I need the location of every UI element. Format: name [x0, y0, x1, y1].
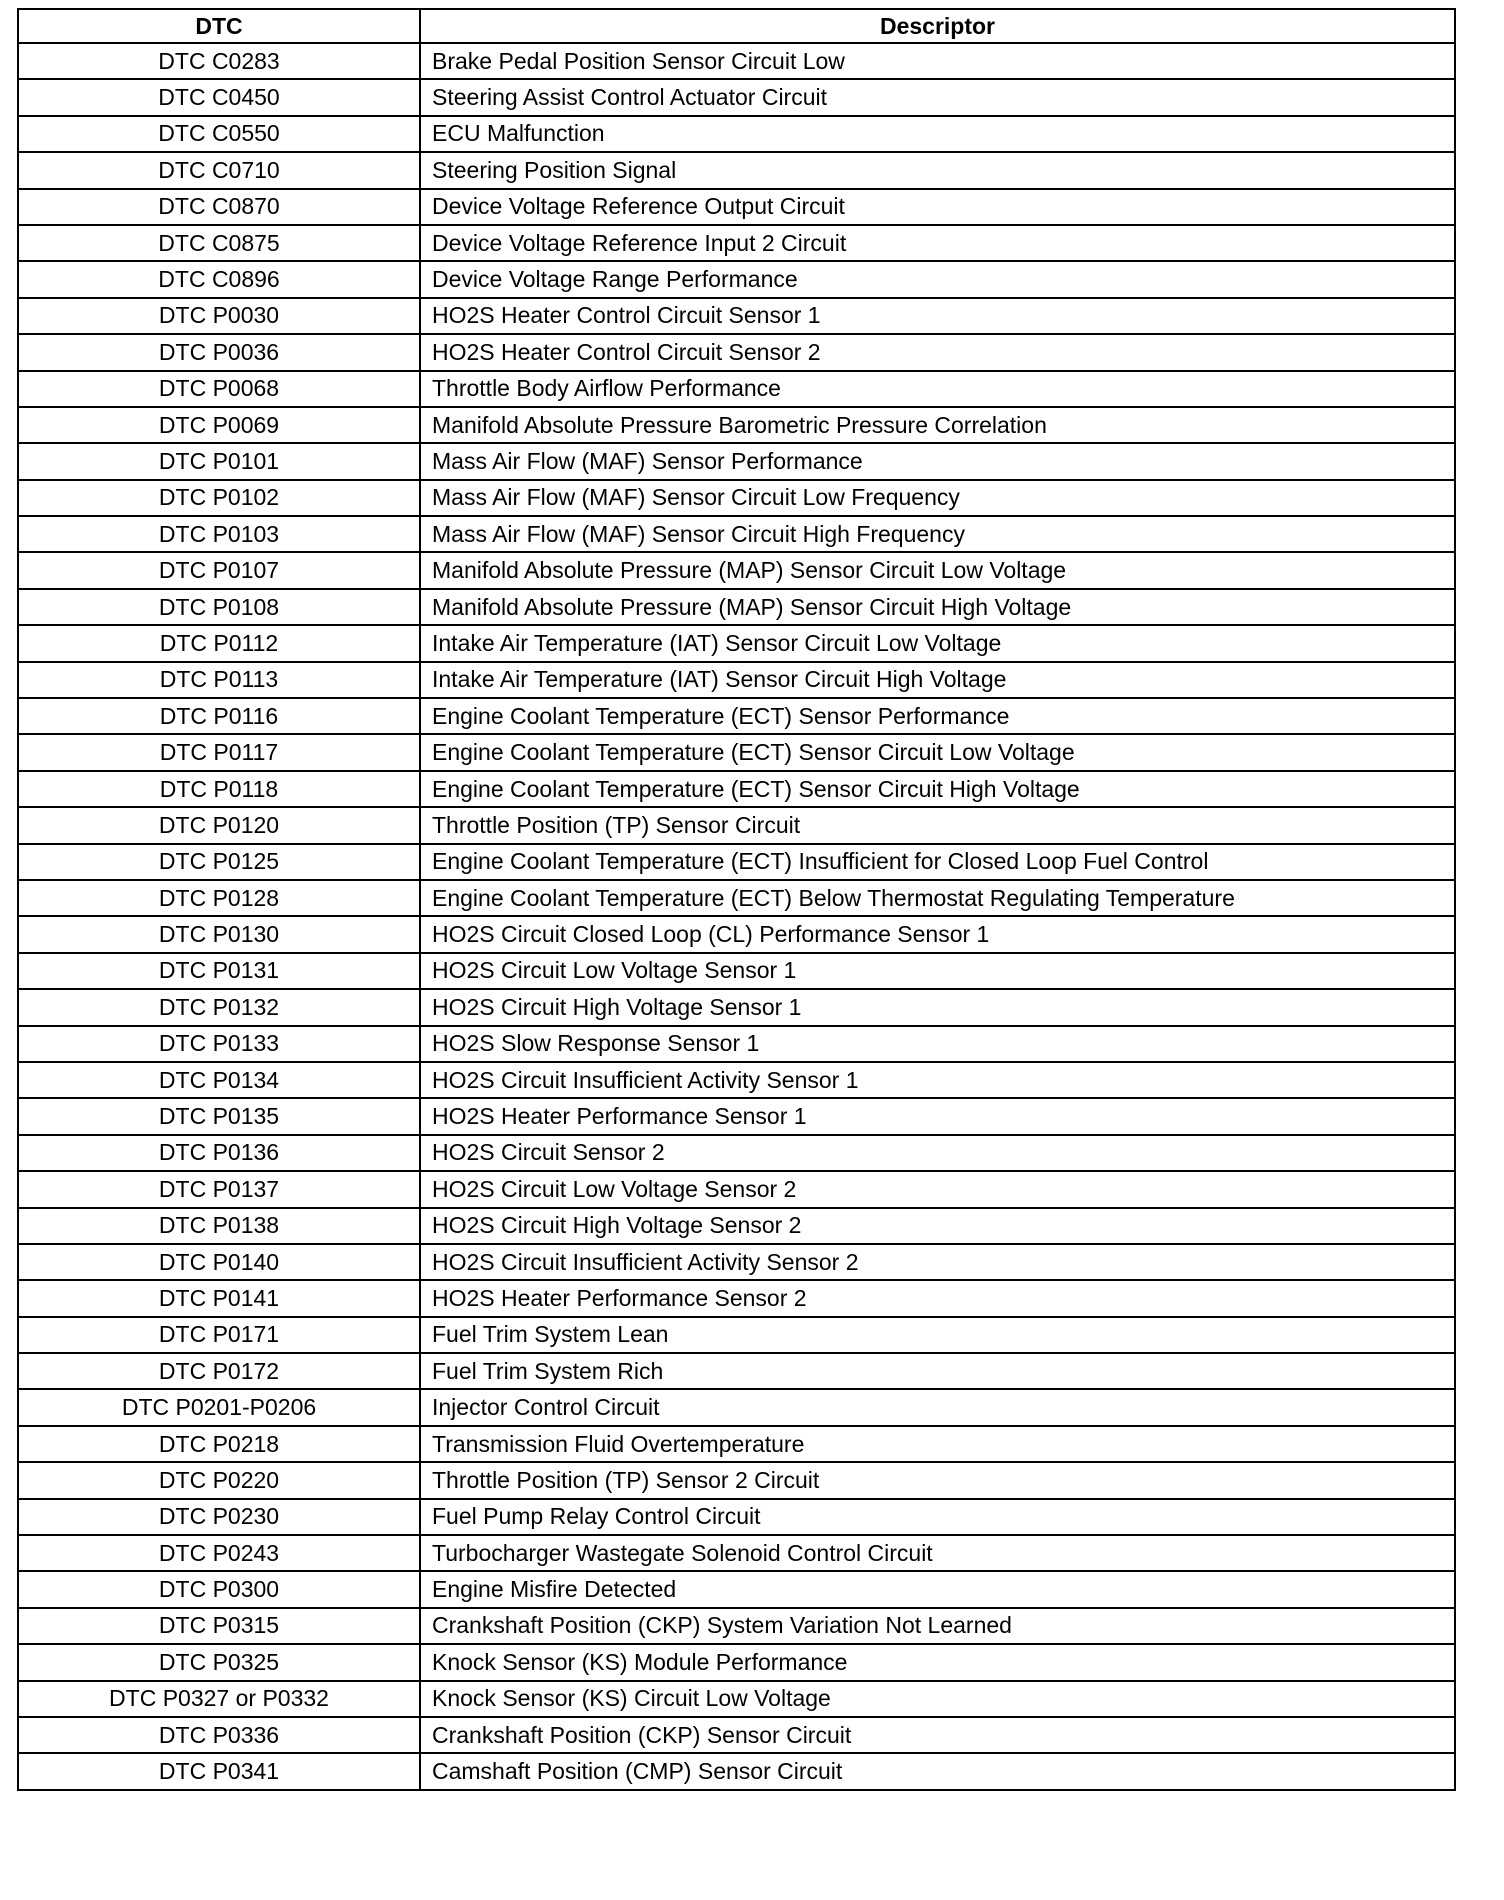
- dtc-code-cell: DTC P0117: [18, 734, 420, 770]
- descriptor-cell: HO2S Circuit Insufficient Activity Sensor 1: [420, 1062, 1455, 1098]
- dtc-code-cell: DTC P0220: [18, 1462, 420, 1498]
- descriptor-cell: Engine Coolant Temperature (ECT) Below Thermostat Regulating Temperature: [420, 880, 1455, 916]
- dtc-code-cell: DTC P0315: [18, 1608, 420, 1644]
- dtc-code-cell: DTC C0875: [18, 225, 420, 261]
- dtc-code-cell: DTC P0133: [18, 1026, 420, 1062]
- table-row: [18, 189, 1455, 225]
- table-row: [18, 261, 1455, 297]
- dtc-code-cell: DTC P0136: [18, 1135, 420, 1171]
- descriptor-cell: Device Voltage Reference Output Circuit: [420, 189, 1455, 225]
- descriptor-cell: Mass Air Flow (MAF) Sensor Circuit Low Frequency: [420, 480, 1455, 516]
- dtc-code-cell: DTC P0171: [18, 1317, 420, 1353]
- descriptor-cell: Crankshaft Position (CKP) Sensor Circuit: [420, 1717, 1455, 1753]
- table-row: [18, 1389, 1455, 1425]
- table-row: [18, 844, 1455, 880]
- dtc-code-cell: DTC C0450: [18, 79, 420, 115]
- descriptor-cell: Engine Coolant Temperature (ECT) Sensor Performance: [420, 698, 1455, 734]
- dtc-code-cell: DTC P0134: [18, 1062, 420, 1098]
- table-row: [18, 807, 1455, 843]
- table-row: [18, 880, 1455, 916]
- dtc-code-cell: DTC P0068: [18, 371, 420, 407]
- dtc-code-cell: DTC C0870: [18, 189, 420, 225]
- table-row: [18, 79, 1455, 115]
- dtc-code-cell: DTC P0101: [18, 443, 420, 479]
- dtc-code-cell: DTC P0113: [18, 662, 420, 698]
- dtc-code-cell: DTC P0112: [18, 625, 420, 661]
- descriptor-cell: Fuel Pump Relay Control Circuit: [420, 1499, 1455, 1535]
- dtc-code-cell: DTC P0201-P0206: [18, 1389, 420, 1425]
- table-row: [18, 734, 1455, 770]
- dtc-code-cell: DTC P0341: [18, 1753, 420, 1789]
- table-row: [18, 1462, 1455, 1498]
- table-row: [18, 443, 1455, 479]
- table-header: [18, 9, 1455, 43]
- dtc-code-cell: DTC P0327 or P0332: [18, 1681, 420, 1717]
- dtc-code-cell: DTC P0140: [18, 1244, 420, 1280]
- descriptor-cell: HO2S Circuit High Voltage Sensor 1: [420, 989, 1455, 1025]
- table-row: [18, 1717, 1455, 1753]
- dtc-code-cell: DTC P0120: [18, 807, 420, 843]
- descriptor-cell: HO2S Circuit Low Voltage Sensor 1: [420, 953, 1455, 989]
- dtc-code-cell: DTC P0218: [18, 1426, 420, 1462]
- table-row: [18, 662, 1455, 698]
- descriptor-cell: Knock Sensor (KS) Module Performance: [420, 1644, 1455, 1680]
- table-row: [18, 1753, 1455, 1789]
- table-row: [18, 1135, 1455, 1171]
- table-row: [18, 1499, 1455, 1535]
- dtc-code-cell: DTC P0300: [18, 1571, 420, 1607]
- dtc-code-cell: DTC P0336: [18, 1717, 420, 1753]
- table-row: [18, 1280, 1455, 1316]
- table-row: [18, 953, 1455, 989]
- table-row: [18, 43, 1455, 79]
- descriptor-cell: Engine Coolant Temperature (ECT) Sensor Circuit Low Voltage: [420, 734, 1455, 770]
- descriptor-cell: Engine Coolant Temperature (ECT) Insufficient for Closed Loop Fuel Control: [420, 844, 1455, 880]
- table-body: [18, 43, 1455, 1790]
- descriptor-cell: Fuel Trim System Lean: [420, 1317, 1455, 1353]
- dtc-code-cell: DTC P0138: [18, 1208, 420, 1244]
- descriptor-cell: Turbocharger Wastegate Solenoid Control Circuit: [420, 1535, 1455, 1571]
- dtc-code-cell: DTC P0036: [18, 334, 420, 370]
- table-row: [18, 1644, 1455, 1680]
- descriptor-cell: HO2S Heater Control Circuit Sensor 1: [420, 298, 1455, 334]
- table-row: [18, 516, 1455, 552]
- descriptor-cell: HO2S Heater Performance Sensor 1: [420, 1098, 1455, 1134]
- header-descriptor: Descriptor: [420, 9, 1455, 43]
- dtc-code-cell: DTC P0172: [18, 1353, 420, 1389]
- table-row: [18, 1026, 1455, 1062]
- descriptor-cell: Manifold Absolute Pressure (MAP) Sensor Circuit High Voltage: [420, 589, 1455, 625]
- descriptor-cell: Throttle Position (TP) Sensor Circuit: [420, 807, 1455, 843]
- descriptor-cell: HO2S Circuit Closed Loop (CL) Performance Sensor 1: [420, 916, 1455, 952]
- dtc-code-cell: DTC P0069: [18, 407, 420, 443]
- header-row: [18, 9, 1455, 43]
- dtc-code-cell: DTC C0896: [18, 261, 420, 297]
- descriptor-cell: Injector Control Circuit: [420, 1389, 1455, 1425]
- dtc-code-cell: DTC C0283: [18, 43, 420, 79]
- table-row: [18, 225, 1455, 261]
- table-row: [18, 1208, 1455, 1244]
- table-row: [18, 771, 1455, 807]
- descriptor-cell: HO2S Circuit Insufficient Activity Sensor 2: [420, 1244, 1455, 1280]
- descriptor-cell: Engine Coolant Temperature (ECT) Sensor Circuit High Voltage: [420, 771, 1455, 807]
- table-row: [18, 1571, 1455, 1607]
- descriptor-cell: HO2S Circuit Low Voltage Sensor 2: [420, 1171, 1455, 1207]
- descriptor-cell: HO2S Circuit Sensor 2: [420, 1135, 1455, 1171]
- descriptor-cell: Steering Assist Control Actuator Circuit: [420, 79, 1455, 115]
- table-row: [18, 625, 1455, 661]
- table-row: [18, 916, 1455, 952]
- dtc-code-cell: DTC P0243: [18, 1535, 420, 1571]
- descriptor-cell: Intake Air Temperature (IAT) Sensor Circuit High Voltage: [420, 662, 1455, 698]
- table-row: [18, 1317, 1455, 1353]
- table-row: [18, 1171, 1455, 1207]
- dtc-code-cell: DTC C0710: [18, 152, 420, 188]
- descriptor-cell: Crankshaft Position (CKP) System Variation Not Learned: [420, 1608, 1455, 1644]
- table-row: [18, 1681, 1455, 1717]
- descriptor-cell: Mass Air Flow (MAF) Sensor Performance: [420, 443, 1455, 479]
- table-row: [18, 1098, 1455, 1134]
- table-row: [18, 371, 1455, 407]
- descriptor-cell: Steering Position Signal: [420, 152, 1455, 188]
- dtc-code-cell: DTC P0137: [18, 1171, 420, 1207]
- table-row: [18, 552, 1455, 588]
- dtc-code-cell: DTC P0130: [18, 916, 420, 952]
- descriptor-cell: Intake Air Temperature (IAT) Sensor Circuit Low Voltage: [420, 625, 1455, 661]
- descriptor-cell: Mass Air Flow (MAF) Sensor Circuit High Frequency: [420, 516, 1455, 552]
- table-row: [18, 152, 1455, 188]
- dtc-code-cell: DTC P0230: [18, 1499, 420, 1535]
- dtc-code-cell: DTC P0128: [18, 880, 420, 916]
- table-row: [18, 698, 1455, 734]
- descriptor-cell: Fuel Trim System Rich: [420, 1353, 1455, 1389]
- dtc-code-cell: DTC P0030: [18, 298, 420, 334]
- descriptor-cell: Throttle Body Airflow Performance: [420, 371, 1455, 407]
- descriptor-cell: HO2S Heater Performance Sensor 2: [420, 1280, 1455, 1316]
- header-dtc: DTC: [18, 9, 420, 43]
- descriptor-cell: Throttle Position (TP) Sensor 2 Circuit: [420, 1462, 1455, 1498]
- table-row: [18, 334, 1455, 370]
- descriptor-cell: Manifold Absolute Pressure Barometric Pressure Correlation: [420, 407, 1455, 443]
- descriptor-cell: Brake Pedal Position Sensor Circuit Low: [420, 43, 1455, 79]
- table-row: [18, 989, 1455, 1025]
- dtc-code-cell: DTC P0118: [18, 771, 420, 807]
- descriptor-cell: Device Voltage Range Performance: [420, 261, 1455, 297]
- dtc-code-cell: DTC P0116: [18, 698, 420, 734]
- dtc-code-cell: DTC P0107: [18, 552, 420, 588]
- descriptor-cell: Engine Misfire Detected: [420, 1571, 1455, 1607]
- dtc-code-cell: DTC C0550: [18, 116, 420, 152]
- descriptor-cell: Transmission Fluid Overtemperature: [420, 1426, 1455, 1462]
- descriptor-cell: HO2S Slow Response Sensor 1: [420, 1026, 1455, 1062]
- descriptor-cell: Camshaft Position (CMP) Sensor Circuit: [420, 1753, 1455, 1789]
- dtc-code-cell: DTC P0132: [18, 989, 420, 1025]
- table-row: [18, 407, 1455, 443]
- descriptor-cell: HO2S Circuit High Voltage Sensor 2: [420, 1208, 1455, 1244]
- dtc-code-cell: DTC P0135: [18, 1098, 420, 1134]
- table-row: [18, 1535, 1455, 1571]
- dtc-code-cell: DTC P0125: [18, 844, 420, 880]
- dtc-code-cell: DTC P0131: [18, 953, 420, 989]
- dtc-code-cell: DTC P0325: [18, 1644, 420, 1680]
- dtc-code-cell: DTC P0102: [18, 480, 420, 516]
- dtc-code-cell: DTC P0108: [18, 589, 420, 625]
- descriptor-cell: HO2S Heater Control Circuit Sensor 2: [420, 334, 1455, 370]
- table-row: [18, 1353, 1455, 1389]
- dtc-table: [17, 8, 1456, 1791]
- descriptor-cell: Manifold Absolute Pressure (MAP) Sensor Circuit Low Voltage: [420, 552, 1455, 588]
- table-row: [18, 480, 1455, 516]
- dtc-code-cell: DTC P0141: [18, 1280, 420, 1316]
- table-row: [18, 1608, 1455, 1644]
- dtc-code-cell: DTC P0103: [18, 516, 420, 552]
- table-row: [18, 589, 1455, 625]
- descriptor-cell: Knock Sensor (KS) Circuit Low Voltage: [420, 1681, 1455, 1717]
- descriptor-cell: ECU Malfunction: [420, 116, 1455, 152]
- descriptor-cell: Device Voltage Reference Input 2 Circuit: [420, 225, 1455, 261]
- table-row: [18, 1244, 1455, 1280]
- table-row: [18, 116, 1455, 152]
- table-row: [18, 1426, 1455, 1462]
- table-row: [18, 1062, 1455, 1098]
- table-row: [18, 298, 1455, 334]
